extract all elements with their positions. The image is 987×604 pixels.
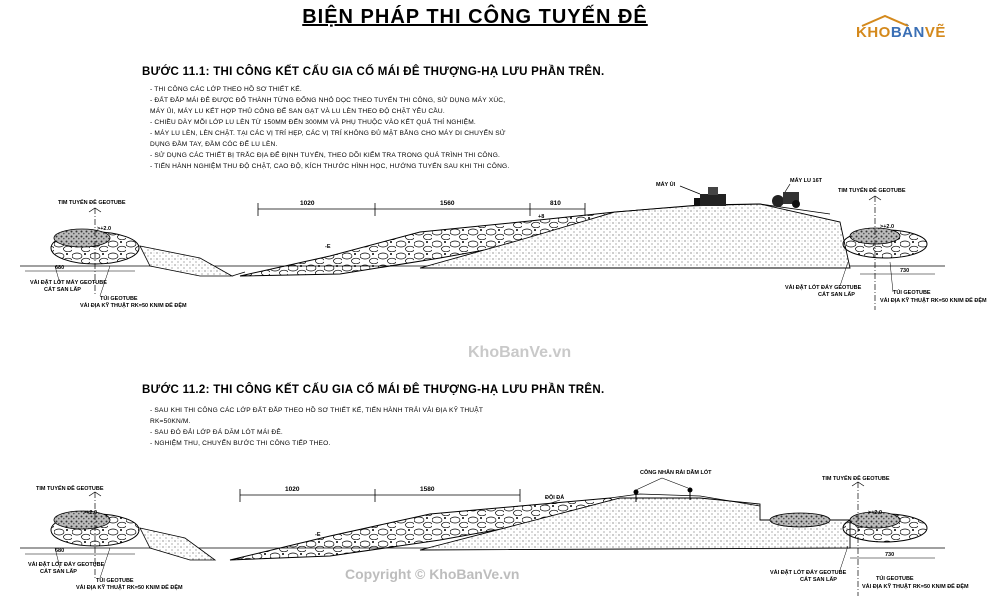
- elevation-label: >+2.0: [868, 510, 883, 516]
- geotube-label: TÚI GEOTUBE: [100, 296, 138, 302]
- note-line: - SAU KHI THI CÔNG CÁC LỚP ĐẤT ĐẮP THEO HỒ SƠ THIẾT KẾ, TIẾN HÀNH TRẢI VẢI ĐỊA KỸ THUẬT: [150, 407, 484, 414]
- liner-label: VẢI ĐẬT LÓT MÁY GEOTUBE: [30, 280, 107, 286]
- dozer-label: MÁY ỦI: [656, 182, 676, 188]
- base-dim-label: 680: [55, 265, 65, 271]
- note-line: - TIẾN HÀNH NGHIỆM THU ĐỘ CHẶT, CAO ĐỘ, KÍCH THƯỚC HÌNH HỌC, HƯỚNG TUYẾN SAU KHI THI CÔNG.: [150, 163, 510, 170]
- step1-heading: BƯỚC 11.1: THI CÔNG KẾT CẤU GIA CỐ MÁI ĐÊ THƯỢNG-HẠ LƯU PHẦN TRÊN.: [142, 66, 605, 78]
- sand-label: CÁT SAN LẤP: [818, 292, 855, 298]
- geotextile-label: VẢI ĐỊA KỸ THUẬT RK=50 KN/M ĐẾ ĐỆM: [80, 303, 187, 309]
- elevation-label: -E: [325, 244, 331, 250]
- dim-label: 1580: [420, 486, 435, 493]
- note-line: - SỬ DỤNG CÁC THIẾT BỊ TRẮC ĐỊA ĐỂ ĐỊNH TUYẾN, THEO DÕI KIỂM TRA TRONG QUÁ TRÌNH THI CÔNG.: [150, 152, 501, 159]
- elevation-label: -E: [315, 532, 321, 538]
- note-line: - THI CÔNG CÁC LỚP THEO HỒ SƠ THIẾT KẾ.: [150, 86, 302, 93]
- geotextile-label: VẢI ĐỊA KỸ THUẬT RK=50 KN/M ĐẾ ĐỆM: [862, 584, 969, 590]
- axis-label: TIM TUYẾN ĐÊ GEOTUBE: [36, 486, 104, 492]
- note-line: DỤNG ĐẦM TAY, ĐẦM CÓC ĐỂ LU LÈN.: [150, 141, 278, 148]
- dim-label: 1560: [440, 200, 455, 207]
- copyright: Copyright © KhoBanVe.vn: [345, 566, 520, 582]
- note-line: - NGHIỆM THU, CHUYỂN BƯỚC THI CÔNG TIẾP THEO.: [150, 440, 331, 447]
- base-dim-label: 680: [55, 548, 65, 554]
- dim-label: 1020: [300, 200, 315, 207]
- step2-heading: BƯỚC 11.2: THI CÔNG KẾT CẤU GIA CỐ MÁI ĐÊ THƯỢNG-HẠ LƯU PHẦN TRÊN.: [142, 384, 605, 396]
- dim-label: 810: [550, 200, 561, 207]
- geotube-label: TÚI GEOTUBE: [893, 290, 931, 296]
- base-dim-label: 730: [885, 552, 895, 558]
- axis-label: TIM TUYẾN ĐÊ GEOTUBE: [822, 476, 890, 482]
- elevation-label: +8: [538, 214, 545, 220]
- stone-label: ĐỘI ĐÁ: [545, 495, 565, 501]
- geotube-label: TÚI GEOTUBE: [876, 576, 914, 582]
- sand-label: CÁT SAN LẤP: [800, 577, 837, 583]
- geotube-label: TÚI GEOTUBE: [96, 578, 134, 584]
- liner-label: VẢI ĐẬT LÓT ĐÁY GEOTUBE: [770, 570, 847, 576]
- dim-label: 1020: [285, 486, 300, 493]
- note-line: - ĐẤT ĐẮP MÁI ĐÊ ĐƯỢC ĐỔ THÀNH TỪNG ĐỐNG NHỎ DỌC THEO TUYẾN THI CÔNG, SỬ DỤNG MÁY XÚC,: [150, 97, 506, 104]
- sand-label: CÁT SAN LẤP: [40, 569, 77, 575]
- note-line: - MÁY LU LÈN, LÈN CHẶT. TẠI CÁC VỊ TRÍ HẸP, CÁC VỊ TRÍ KHÔNG ĐỦ MẶT BẰNG CHO MÁY DI CHUYỂN SỬ: [150, 130, 506, 137]
- note-line: RK=50KN/M.: [150, 418, 191, 425]
- liner-label: VẢI ĐẬT LÓT ĐÁY GEOTUBE: [28, 562, 105, 568]
- geotextile-label: VẢI ĐỊA KỸ THUẬT RK=50 KN/M ĐẾ ĐỆM: [76, 585, 183, 591]
- logo-part-kho: KHO: [856, 24, 891, 41]
- axis-label: TIM TUYẾN ĐÊ GEOTUBE: [838, 188, 906, 194]
- logo-part-ve: VẼ: [924, 24, 946, 41]
- sand-label: CÁT SAN LẤP: [44, 287, 81, 293]
- note-line: - SAU ĐÓ ĐẢI LỚP ĐÁ DĂM LÓT MÁI ĐÊ.: [150, 429, 283, 436]
- elevation-label: >+2.0: [83, 510, 98, 516]
- logo-part-ban: BÀN: [890, 24, 925, 41]
- base-dim-label: 730: [900, 268, 910, 274]
- note-line: MÁY ỦI, MÁY LU KẾT HỢP THỦ CÔNG ĐỂ SAN GẠT VÀ LU LÈN THEO ĐỘ CHẶT YÊU CẦU.: [150, 108, 445, 115]
- elevation-label: >+2.0: [97, 226, 112, 232]
- axis-label: TIM TUYẾN ĐÊ GEOTUBE: [58, 200, 126, 206]
- liner-label: VẢI ĐẬT LÓT ĐÁY GEOTUBE: [785, 285, 862, 291]
- workers-label: CÔNG NHÂN RẢI DĂM LÓT: [640, 470, 712, 476]
- elevation-label: >+2.0: [880, 224, 895, 230]
- note-line: - CHIỀU DÀY MỖI LỚP LU LÈN TỪ 150MM ĐẾN 300MM VÀ PHỤ THUỘC VÀO KẾT QUẢ THÍ NGHIỆM.: [150, 119, 476, 126]
- watermark: KhoBanVe.vn: [468, 344, 572, 361]
- page-title: BIỆN PHÁP THI CÔNG TUYẾN ĐÊ: [302, 6, 648, 28]
- geotextile-label: VẢI ĐỊA KỸ THUẬT RK=50 KN/M ĐẾ ĐỆM: [880, 298, 987, 304]
- roller-label: MÁY LU 16T: [790, 178, 822, 184]
